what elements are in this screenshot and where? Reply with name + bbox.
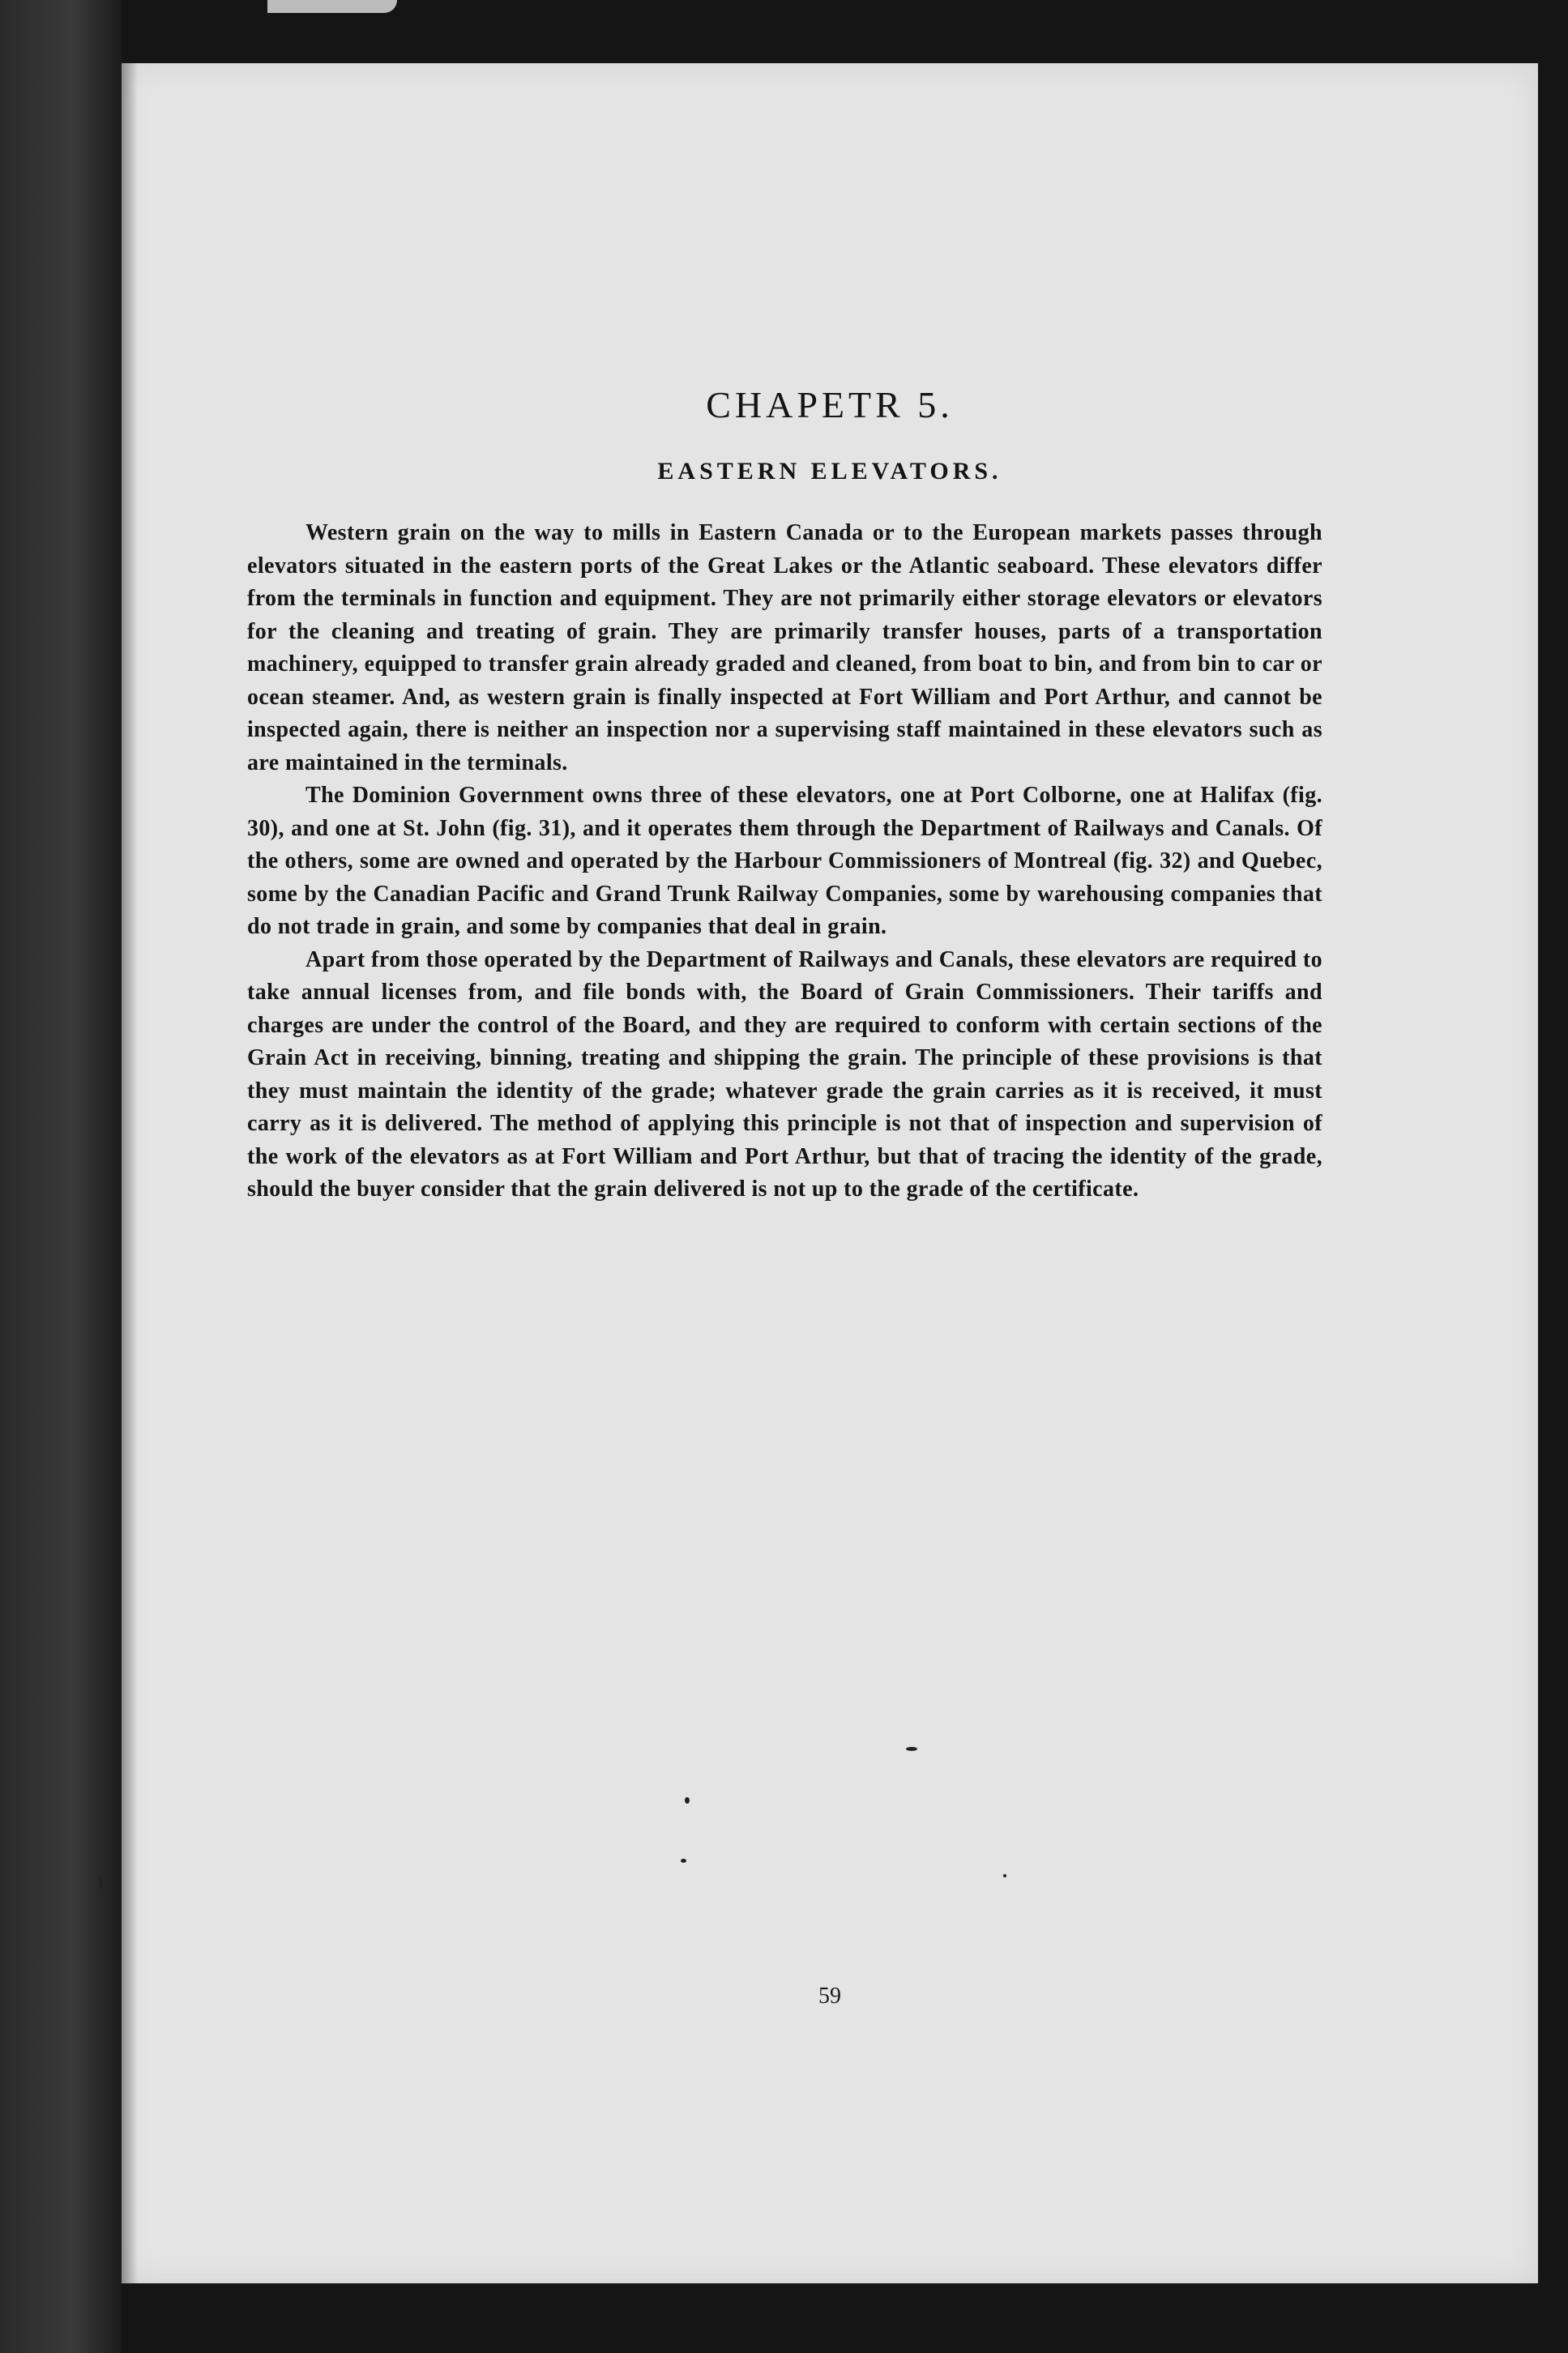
scan-speck xyxy=(681,1859,686,1863)
page-number: 59 xyxy=(818,1984,841,2009)
body-text xyxy=(247,517,1322,1206)
scan-speck xyxy=(1003,1874,1006,1877)
top-paper-scrap xyxy=(267,0,397,13)
paragraph-2: The Dominion Government owns three of these elevators, one at Port Colborne, one at Halifax (fig. 30), and one at St. John (fig. 31), and it operates them through the Department of Railways and Canals. Of the others, some are owned and operated by the Harbour Commissioners of Montreal (fig. 32) and Quebec, some by the Canadian Pacific and Grand Trunk Railway Companies, some by warehousing companies that do not trade in grain, and some by companies that deal in grain. xyxy=(247,783,1322,939)
document-page xyxy=(122,63,1538,2283)
section-title: EASTERN ELEVATORS. xyxy=(657,458,1002,485)
paragraph-3: Apart from those operated by the Department of Railways and Canals, these elevators are required to take annual licenses from, and file bonds with, the Board of Grain Commissioners. Their tariffs and charges are under the control of the Board, and they are required to conform with certain sections of the Grain Act in receiving, binning, treating and shipping the grain. The principle of these provisions is that they must maintain the identity of the grade; whatever grade the grain carries as it is received, it must carry as it is delivered. The method of applying this principle is not that of inspection and supervision of the work of the elevators as at Fort William and Port Arthur, but that of tracing the identity of the grade, should the buyer consider that the grain delivered is not up to the grade of the certificate. xyxy=(247,946,1322,1202)
chapter-title: CHAPETR 5. xyxy=(706,384,954,425)
scan-speck xyxy=(906,1747,917,1751)
scan-speck xyxy=(99,1878,102,1890)
paragraph-1: Western grain on the way to mills in Eastern Canada or to the European markets passes through elevators situated in the eastern ports of the Great Lakes or the Atlantic seaboard. These elevators differ from the terminals in function and equipment. They are not primarily either storage elevators or elevators for the cleaning and treating of grain. They are primarily transfer houses, parts of a transportation machinery, equipped to transfer grain already graded and cleaned, from boat to bin, and from bin to car or ocean steamer. And, as western grain is finally inspected at Fort William and Port Arthur, and cannot be inspected again, there is neither an inspection nor a supervising staff maintained in these elevators such as are maintained in the terminals. xyxy=(247,520,1322,775)
scan-speck xyxy=(685,1797,690,1804)
left-page-edge xyxy=(0,0,122,2353)
